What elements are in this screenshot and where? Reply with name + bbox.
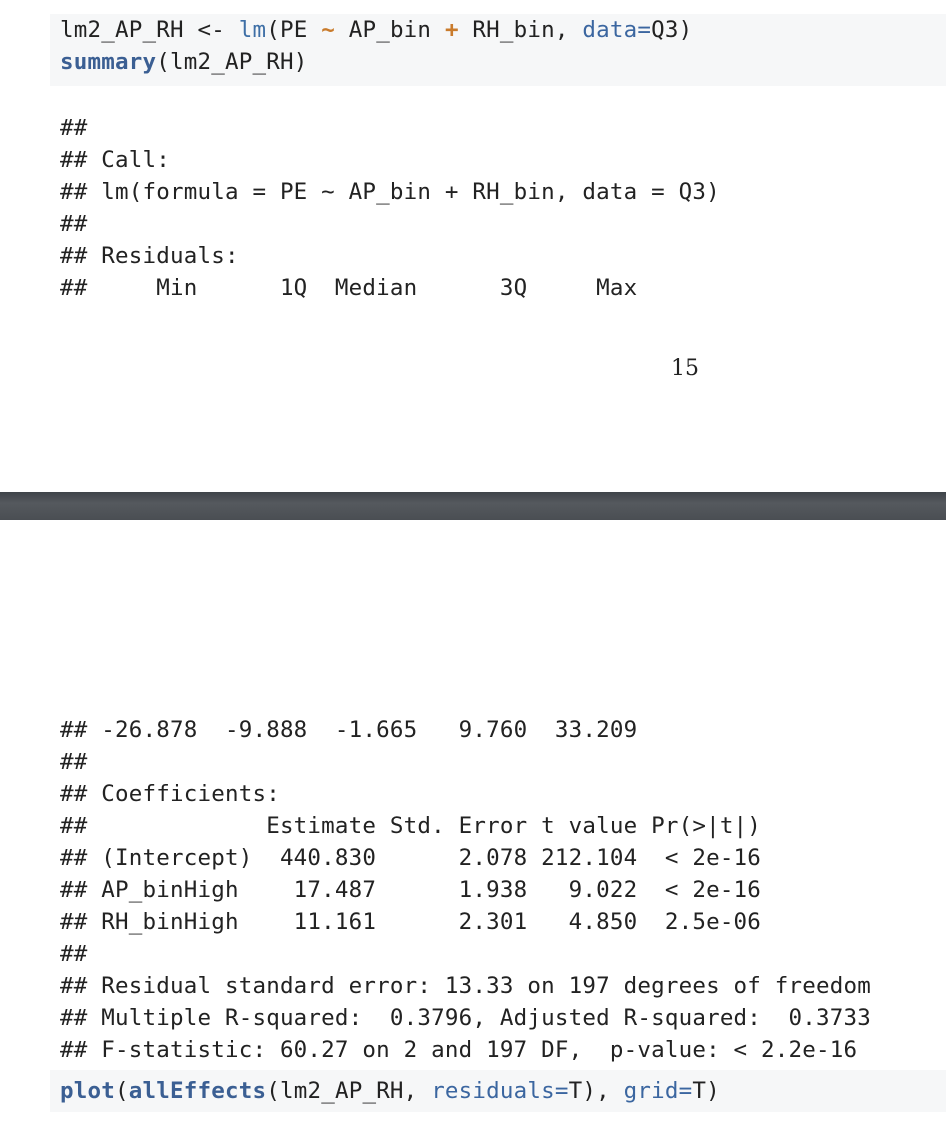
- code-token: AP_bin: [334, 17, 445, 43]
- code-token: Q3): [651, 17, 693, 43]
- console-output-bottom: [60, 714, 871, 1066]
- code-token: T): [692, 1078, 720, 1104]
- code-argument-residuals: residuals=: [431, 1078, 569, 1104]
- code-token: (: [115, 1078, 129, 1104]
- code-function-alleffects: allEffects: [128, 1078, 267, 1104]
- output-line: ## Estimate Std. Error t value Pr(>|t|): [60, 813, 762, 839]
- output-line: ## -26.878 -9.888 -1.665 9.760 33.209: [60, 717, 638, 743]
- console-output-top: [60, 112, 720, 304]
- output-line: ## lm(formula = PE ~ AP_bin + RH_bin, data = Q3): [60, 179, 720, 205]
- output-line: ## RH_binHigh 11.161 2.301 4.850 2.5e-06: [60, 909, 762, 935]
- code-operator-tilde: ~: [321, 17, 335, 43]
- code-token: lm2_AP_RH <-: [60, 17, 239, 43]
- output-line: ## Call:: [60, 147, 170, 173]
- output-line: ## Residual standard error: 13.33 on 197 degrees of freedom: [60, 973, 872, 999]
- output-line: ## Min 1Q Median 3Q Max: [60, 275, 638, 301]
- code-argument-data: data=: [582, 17, 652, 43]
- code-line-lm: [60, 14, 946, 46]
- output-line: ##: [60, 749, 88, 775]
- output-line: ## Coefficients:: [60, 781, 280, 807]
- code-function-plot: plot: [60, 1078, 115, 1104]
- output-line: ## Multiple R-squared: 0.3796, Adjusted R-squared: 0.3733: [60, 1005, 872, 1031]
- code-line-summary: [60, 46, 946, 78]
- code-chunk-plot: [50, 1070, 946, 1112]
- output-line: ##: [60, 115, 88, 141]
- code-argument-grid: grid=: [623, 1078, 693, 1104]
- code-token: (lm2_AP_RH,: [266, 1078, 432, 1104]
- page-number: 15: [671, 356, 699, 381]
- code-token: (PE: [266, 17, 322, 43]
- pdf-page-top: [0, 0, 946, 492]
- output-line: ##: [60, 211, 88, 237]
- output-line: ## (Intercept) 440.830 2.078 212.104 < 2e-16: [60, 845, 762, 871]
- code-operator-plus: +: [444, 17, 459, 43]
- output-line: ## Residuals:: [60, 243, 239, 269]
- code-line-plot: [60, 1075, 946, 1107]
- output-line: ##: [60, 941, 88, 967]
- output-line: ## AP_binHigh 17.487 1.938 9.022 < 2e-16: [60, 877, 762, 903]
- code-chunk-summary: [50, 14, 946, 86]
- code-token: (lm2_AP_RH): [156, 49, 308, 75]
- code-function-lm: lm: [238, 17, 267, 43]
- page-separator: [0, 492, 946, 520]
- code-function-summary: summary: [60, 49, 157, 75]
- code-token: T),: [568, 1078, 624, 1104]
- code-token: RH_bin,: [458, 17, 583, 43]
- output-line: ## F-statistic: 60.27 on 2 and 197 DF, p-value: < 2.2e-16: [60, 1037, 858, 1063]
